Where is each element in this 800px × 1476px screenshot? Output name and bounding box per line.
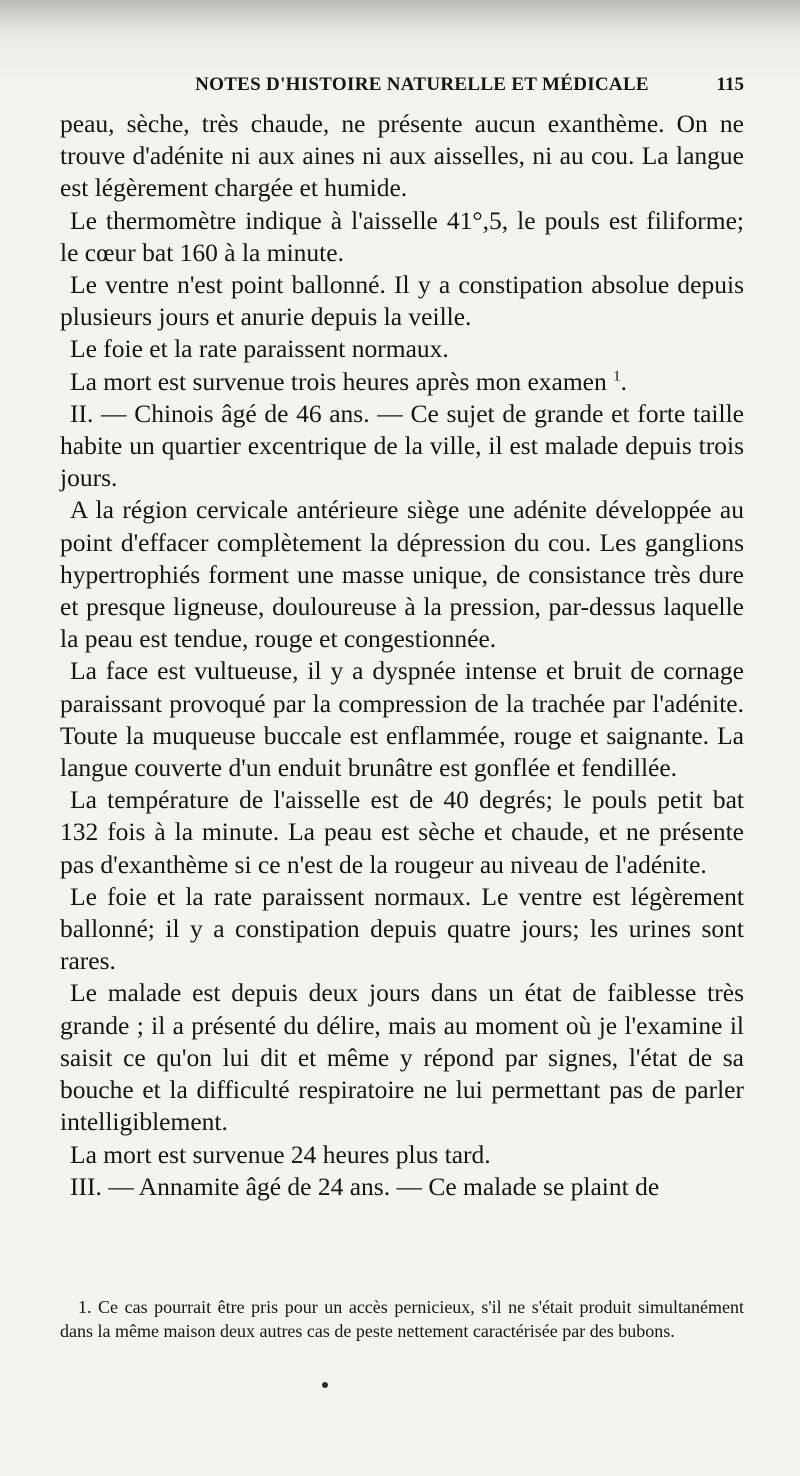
ink-speck bbox=[322, 1382, 328, 1388]
footnote-marker: 1 bbox=[613, 368, 621, 385]
paragraph-8: La face est vultueuse, il y a dyspnée intense et bruit de cornage paraissant provoqué par la compression de la trachée par l'adénite. Toute la muqueuse buccale est enflammée, rouge et saignante. La langue couverte d'un enduit brunâtre est gonflée et fendillée. bbox=[60, 656, 744, 783]
paragraph-7: A la région cervicale antérieure siège une adénite développée au point d'effacer complètement la dépression du cou. Les ganglions hypertrophiés forment une masse unique, de consistance très dure et presque ligneuse, douloureuse à la pression, par-dessus laquelle la peau est tendue, rouge et congestionnée. bbox=[60, 495, 744, 654]
page-top-shadow bbox=[0, 0, 800, 32]
paragraph-2: Le thermomètre indique à l'aisselle 41°,5, le pouls est filiforme; le cœur bat 160 à la minute. bbox=[60, 205, 744, 267]
paragraph-11: Le malade est depuis deux jours dans un état de faiblesse très grande ; il a présenté du délire, mais au moment où je l'examine il saisit ce qu'on lui dit et même y répond par signes, l'état de sa bouche et la difficulté respiratoire ne lui permettant pas de parler intelligiblement. bbox=[60, 978, 744, 1137]
paragraph-5-text: La mort est survenue trois heures après mon examen bbox=[70, 366, 607, 396]
footnote bbox=[60, 1296, 744, 1343]
running-head: NOTES D'HISTOIRE NATURELLE ET MÉDICALE bbox=[195, 74, 649, 95]
paragraph-3: Le ventre n'est point ballonné. Il y a constipation absolue depuis plusieurs jours et anurie depuis la veille. bbox=[60, 270, 744, 332]
paragraph-10: Le foie et la rate paraissent normaux. Le ventre est légèrement ballonné; il y a constipation depuis quatre jours; les urines sont rares. bbox=[60, 881, 744, 976]
paragraph-5-period: . bbox=[620, 366, 627, 396]
body-text bbox=[60, 108, 744, 1203]
paragraph-12: La mort est survenue 24 heures plus tard. bbox=[70, 1139, 491, 1169]
paragraph-9: La température de l'aisselle est de 40 degrés; le pouls petit bat 132 fois à la minute. La peau est sèche et chaude, et ne présente pas d'exanthème si ce n'est de la rougeur au niveau de l'adénite. bbox=[60, 785, 744, 879]
page-number: 115 bbox=[716, 74, 744, 95]
paragraph-5 bbox=[60, 366, 744, 398]
paragraph-6: II. — Chinois âgé de 46 ans. — Ce sujet de grande et forte taille habite un quartier excentrique de la ville, il est malade depuis trois jours. bbox=[60, 398, 744, 493]
paragraph-1: peau, sèche, très chaude, ne présente aucun exanthème. On ne trouve d'adénite ni aux aines ni aux aisselles, ni au cou. La langue est légèrement chargée et humide. bbox=[60, 109, 744, 203]
footnote-text: 1. Ce cas pourrait être pris pour un accès pernicieux, s'il ne s'était produit simultanément dans la même maison deux autres cas de peste nettement caractérisée par des bubons. bbox=[60, 1297, 744, 1341]
page-header bbox=[60, 74, 744, 104]
paragraph-4: Le foie et la rate paraissent normaux. bbox=[70, 334, 449, 364]
paragraph-13: III. — Annamite âgé de 24 ans. — Ce malade se plaint de bbox=[70, 1171, 660, 1201]
